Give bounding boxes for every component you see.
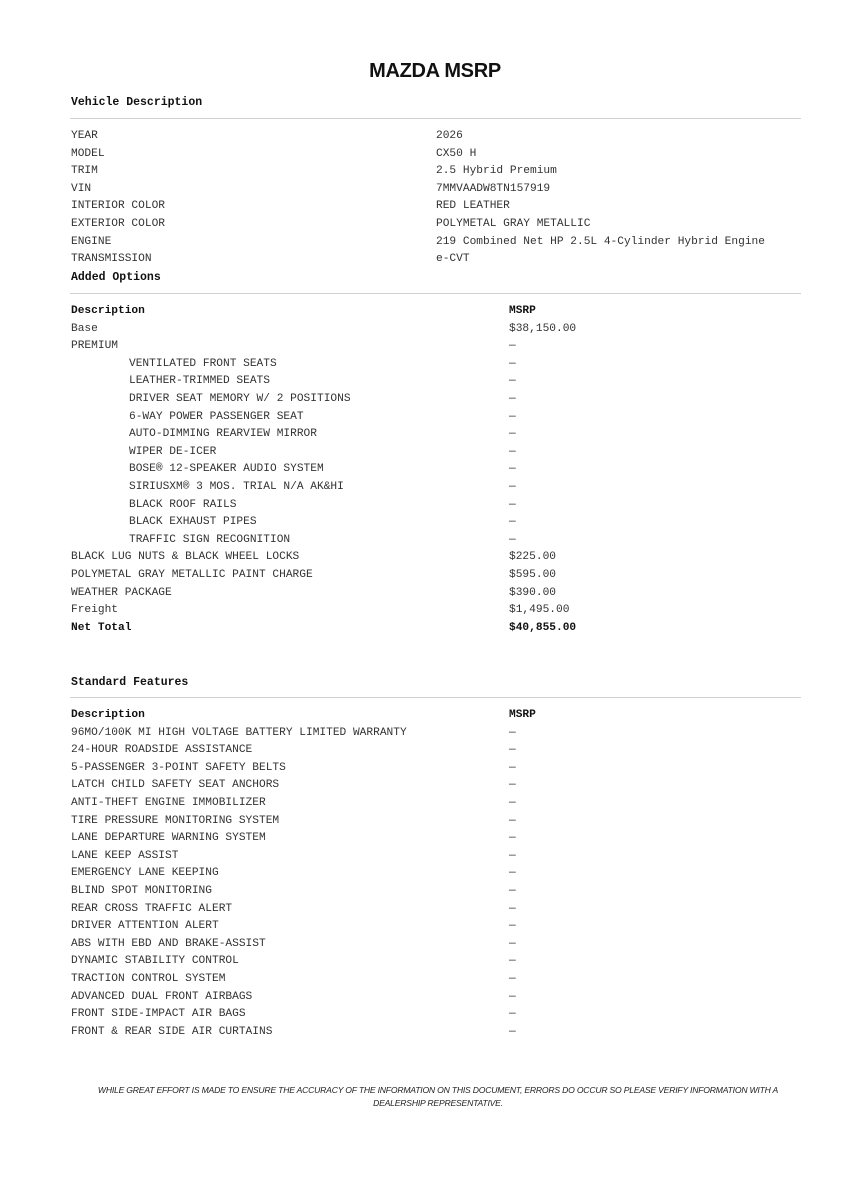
option-description: LEATHER-TRIMMED SEATS [129, 375, 270, 388]
feature-msrp: — [509, 920, 516, 933]
table-row [71, 830, 801, 848]
option-msrp: — [509, 428, 516, 441]
option-msrp: — [509, 516, 516, 529]
table-row [71, 848, 801, 866]
net-total-value: $40,855.00 [509, 621, 577, 634]
divider [70, 293, 801, 294]
row-value: e-CVT [436, 253, 470, 266]
feature-description: DYNAMIC STABILITY CONTROL [71, 955, 239, 968]
table-row [71, 883, 801, 901]
table-row [71, 865, 801, 883]
option-msrp: — [509, 340, 516, 353]
feature-msrp: — [509, 990, 516, 1003]
table-row [71, 444, 801, 462]
feature-description: LANE DEPARTURE WARNING SYSTEM [71, 832, 266, 845]
option-msrp: $1,495.00 [509, 604, 570, 617]
table-row [71, 777, 801, 795]
row-label: EXTERIOR COLOR [71, 217, 165, 230]
feature-description: ABS WITH EBD AND BRAKE-ASSIST [71, 937, 266, 950]
table-row [71, 356, 801, 374]
vehicle-row-exterior-color [71, 216, 801, 234]
table-row [71, 1024, 801, 1042]
vehicle-description-table [71, 128, 801, 269]
row-value: 219 Combined Net HP 2.5L 4-Cylinder Hybrid Engine [436, 235, 765, 248]
option-msrp: $390.00 [509, 586, 556, 599]
option-msrp: — [509, 480, 516, 493]
row-value: 2.5 Hybrid Premium [436, 165, 557, 178]
table-header [71, 303, 801, 321]
option-msrp: — [509, 392, 516, 405]
option-description: BLACK ROOF RAILS [129, 498, 237, 511]
feature-msrp: — [509, 937, 516, 950]
feature-description: TRACTION CONTROL SYSTEM [71, 972, 226, 985]
table-row [71, 338, 801, 356]
disclaimer: WHILE GREAT EFFORT IS MADE TO ENSURE THE ACCURACY OF THE INFORMATION ON THIS DOCUMENT, ERRORS DO OCCUR SO PLEASE VERIFY INFORMATION WITH A DEALERSHIP REPRESENTATIVE. [97, 1085, 779, 1108]
vehicle-row-model [71, 146, 801, 164]
feature-description: ADVANCED DUAL FRONT AIRBAGS [71, 990, 253, 1003]
feature-msrp: — [509, 796, 516, 809]
table-row [71, 479, 801, 497]
feature-description: DRIVER ATTENTION ALERT [71, 920, 219, 933]
option-description: 6-WAY POWER PASSENGER SEAT [129, 410, 304, 423]
added-options-heading: Added Options [71, 271, 161, 284]
feature-msrp: — [509, 849, 516, 862]
table-row [71, 585, 801, 603]
added-options-table [71, 303, 801, 637]
option-description: WEATHER PACKAGE [71, 586, 172, 599]
option-msrp: — [509, 498, 516, 511]
option-description: DRIVER SEAT MEMORY W/ 2 POSITIONS [129, 392, 351, 405]
option-msrp: $225.00 [509, 551, 556, 564]
column-header-msrp: MSRP [509, 709, 536, 721]
row-label: INTERIOR COLOR [71, 200, 165, 213]
table-row [71, 532, 801, 550]
vehicle-row-transmission [71, 251, 801, 269]
feature-description: EMERGENCY LANE KEEPING [71, 867, 219, 880]
table-header [71, 707, 801, 725]
option-msrp: — [509, 463, 516, 476]
option-description: WIPER DE-ICER [129, 445, 217, 458]
row-label: TRANSMISSION [71, 253, 152, 266]
feature-msrp: — [509, 779, 516, 792]
feature-msrp: — [509, 744, 516, 757]
option-description: POLYMETAL GRAY METALLIC PAINT CHARGE [71, 568, 313, 581]
option-msrp: — [509, 357, 516, 370]
table-row [71, 1006, 801, 1024]
table-row [71, 918, 801, 936]
feature-description: REAR CROSS TRAFFIC ALERT [71, 902, 233, 915]
table-row [71, 409, 801, 427]
table-row [71, 321, 801, 339]
option-description: PREMIUM [71, 340, 118, 353]
feature-msrp: — [509, 814, 516, 827]
feature-description: FRONT & REAR SIDE AIR CURTAINS [71, 1025, 273, 1038]
option-msrp: $38,150.00 [509, 322, 577, 335]
option-description: Freight [71, 604, 118, 617]
table-row [71, 813, 801, 831]
option-description: BOSE® 12-SPEAKER AUDIO SYSTEM [129, 463, 324, 476]
table-row [71, 953, 801, 971]
row-label: MODEL [71, 147, 105, 160]
option-msrp: — [509, 445, 516, 458]
row-value: POLYMETAL GRAY METALLIC [436, 217, 591, 230]
table-row [71, 567, 801, 585]
feature-msrp: — [509, 867, 516, 880]
divider [70, 697, 801, 698]
feature-description: TIRE PRESSURE MONITORING SYSTEM [71, 814, 280, 827]
table-row [71, 989, 801, 1007]
table-row [71, 373, 801, 391]
feature-msrp: — [509, 955, 516, 968]
row-label: TRIM [71, 165, 98, 178]
feature-msrp: — [509, 1025, 516, 1038]
feature-description: LATCH CHILD SAFETY SEAT ANCHORS [71, 779, 280, 792]
option-description: BLACK EXHAUST PIPES [129, 516, 257, 529]
feature-msrp: — [509, 972, 516, 985]
row-label: YEAR [71, 130, 98, 142]
vehicle-description-heading: Vehicle Description [71, 96, 203, 109]
vehicle-row-year [71, 128, 801, 146]
vehicle-row-engine [71, 234, 801, 252]
feature-msrp: — [509, 761, 516, 774]
option-msrp: $595.00 [509, 568, 556, 581]
option-description: BLACK LUG NUTS & BLACK WHEEL LOCKS [71, 551, 300, 564]
table-row [71, 725, 801, 743]
row-label: ENGINE [71, 235, 112, 248]
feature-msrp: — [509, 1008, 516, 1021]
row-label: VIN [71, 182, 92, 195]
vehicle-row-vin [71, 181, 801, 199]
feature-description: FRONT SIDE-IMPACT AIR BAGS [71, 1008, 246, 1021]
vehicle-row-trim [71, 163, 801, 181]
table-row [71, 497, 801, 515]
option-description: AUTO-DIMMING REARVIEW MIRROR [129, 428, 317, 441]
page-title: MAZDA MSRP [369, 60, 501, 82]
table-row [71, 901, 801, 919]
feature-msrp: — [509, 902, 516, 915]
row-value: 2026 [436, 130, 463, 142]
feature-msrp: — [509, 726, 516, 739]
feature-description: 24-HOUR ROADSIDE ASSISTANCE [71, 744, 253, 757]
table-row [71, 742, 801, 760]
table-row [71, 936, 801, 954]
feature-msrp: — [509, 884, 516, 897]
column-header-msrp: MSRP [509, 305, 536, 317]
standard-features-heading: Standard Features [71, 676, 189, 689]
option-description: TRAFFIC SIGN RECOGNITION [129, 533, 291, 546]
net-total-label: Net Total [71, 621, 132, 634]
feature-description: 5-PASSENGER 3-POINT SAFETY BELTS [71, 761, 286, 774]
table-row [71, 391, 801, 409]
option-description: VENTILATED FRONT SEATS [129, 357, 277, 370]
row-value: RED LEATHER [436, 200, 510, 213]
feature-description: 96MO/100K MI HIGH VOLTAGE BATTERY LIMITED WARRANTY [71, 726, 407, 739]
feature-description: BLIND SPOT MONITORING [71, 884, 212, 897]
vehicle-row-interior-color [71, 198, 801, 216]
feature-description: ANTI-THEFT ENGINE IMMOBILIZER [71, 796, 266, 809]
net-total-row [71, 620, 801, 638]
option-msrp: — [509, 533, 516, 546]
option-description: Base [71, 322, 98, 335]
table-row [71, 549, 801, 567]
option-msrp: — [509, 375, 516, 388]
divider [70, 118, 801, 119]
option-description: SIRIUSXM® 3 MOS. TRIAL N/A AK&HI [129, 480, 344, 493]
table-row [71, 602, 801, 620]
table-row [71, 426, 801, 444]
feature-msrp: — [509, 832, 516, 845]
standard-features-table [71, 707, 801, 1041]
table-row [71, 514, 801, 532]
feature-description: LANE KEEP ASSIST [71, 849, 179, 862]
column-header-description: Description [71, 709, 145, 721]
table-row [71, 971, 801, 989]
table-row [71, 461, 801, 479]
table-row [71, 795, 801, 813]
option-msrp: — [509, 410, 516, 423]
column-header-description: Description [71, 305, 145, 317]
table-row [71, 760, 801, 778]
row-value: CX50 H [436, 147, 477, 160]
row-value: 7MMVAADW8TN157919 [436, 182, 551, 195]
